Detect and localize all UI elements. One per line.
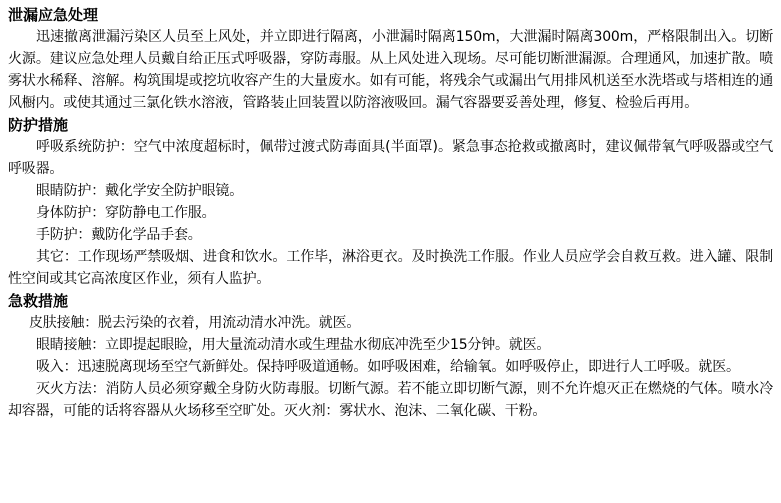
paragraph-body-protection: 身体防护：穿防静电工作服。 — [36, 205, 216, 221]
paragraph-skin-contact: 皮肤接触：脱去污染的衣着，用流动清水冲洗。就医。 — [29, 315, 361, 331]
section-title-leak-response: 泄漏应急处理 — [8, 6, 99, 24]
paragraph-fire-fighting: 灭火方法：消防人员必须穿戴全身防火防毒服。切断气源。若不能立即切断气源，则不允许熄灭正在燃烧的气体。喷水冷却容器，可能的话将容器从火场移至空旷处。灭火剂：雾状水、泡沫、二氧化碳、干粉。 — [8, 381, 773, 419]
paragraph-hand-protection: 手防护：戴防化学品手套。 — [36, 227, 202, 243]
paragraph-eye-protection: 眼睛防护：戴化学安全防护眼镜。 — [36, 183, 243, 199]
paragraph-respiratory-protection: 呼吸系统防护：空气中浓度超标时，佩带过渡式防毒面具(半面罩)。紧急事态抢救或撤离时，建议佩带氧气呼吸器或空气呼吸器。 — [8, 139, 773, 177]
paragraph-other-protection: 其它：工作现场严禁吸烟、进食和饮水。工作毕，淋浴更衣。及时换洗工作服。作业人员应学会自救互救。进入罐、限制性空间或其它高浓度区作业，须有人监护。 — [8, 249, 773, 287]
section-title-protection: 防护措施 — [8, 116, 69, 134]
paragraph-eye-contact: 眼睛接触：立即提起眼睑，用大量流动清水或生理盐水彻底冲洗至少15分钟。就医。 — [36, 337, 551, 353]
paragraph-inhalation: 吸入：迅速脱离现场至空气新鲜处。保持呼吸道通畅。如呼吸困难，给输氧。如呼吸停止，即进行人工呼吸。就医。 — [36, 359, 740, 375]
section-title-first-aid: 急救措施 — [8, 292, 69, 310]
paragraph-leak-response: 迅速撤离泄漏污染区人员至上风处，并立即进行隔离，小泄漏时隔离150m，大泄漏时隔离300m，严格限制出入。切断火源。建议应急处理人员戴自给正压式呼吸器，穿防毒服。从上风处进入现场。尽可能切断泄漏源。合理通风，加速扩散。喷雾状水稀释、溶解。构筑围堤或挖坑收容产生的大量废水。如有可能，将残余气或漏出气用排风机送至水洗塔或与塔相连的通风橱内。或使其通过三氯化铁水溶液，管路装止回装置以防溶液吸回。漏气容器要妥善处理，修复、检验后再用。 — [8, 29, 773, 111]
